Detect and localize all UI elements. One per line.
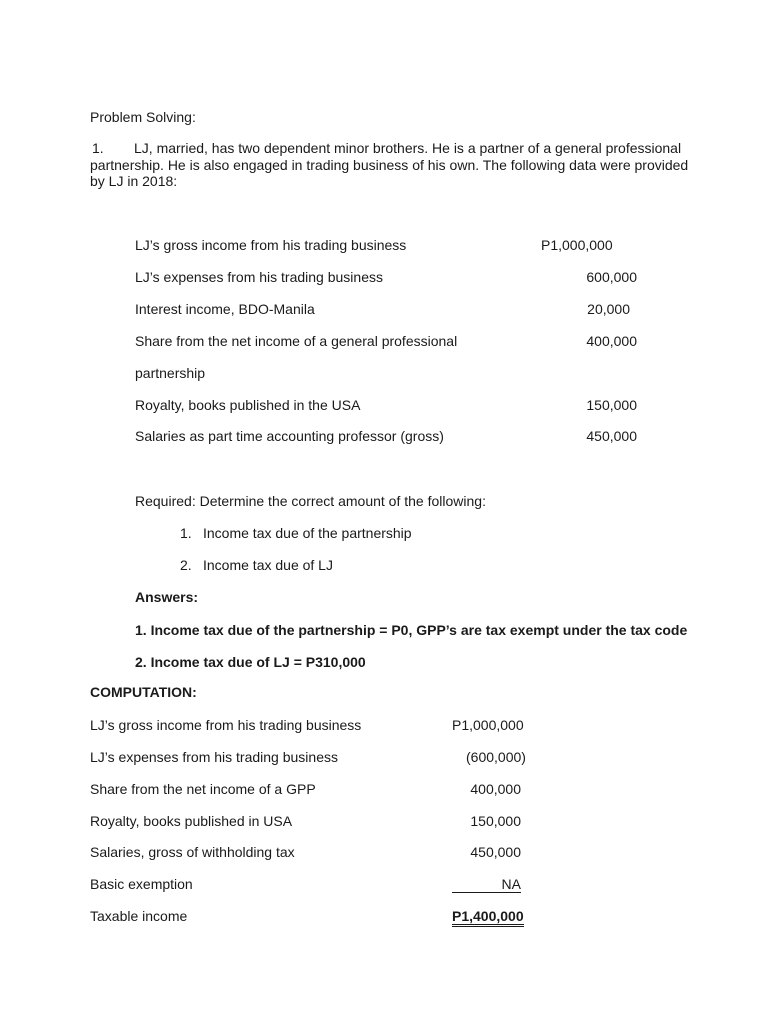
- required-item-number: 1.: [180, 525, 192, 541]
- data-item-label: Salaries as part time accounting professor (gross): [135, 428, 444, 444]
- computation-amount: 400,000: [470, 781, 521, 797]
- data-item-amount: 600,000: [586, 269, 637, 285]
- data-item-label: Interest income, BDO-Manila: [135, 301, 315, 317]
- data-item-label: partnership: [135, 365, 206, 381]
- data-item-label: Royalty, books published in the USA: [135, 397, 361, 413]
- required-item-text: Income tax due of the partnership: [203, 525, 412, 541]
- data-item-label: LJ’s gross income from his trading business: [135, 237, 407, 253]
- computation-label: Royalty, books published in USA: [90, 813, 293, 829]
- data-item-amount: P1,000,000: [541, 237, 613, 253]
- taxable-income-total: P1,400,000: [452, 908, 524, 927]
- answer-item: 1. Income tax due of the partnership = P0, GPP’s are tax exempt under the tax code: [135, 622, 688, 638]
- data-item-amount: 450,000: [586, 428, 637, 444]
- answer-item: 2. Income tax due of LJ = P310,000: [135, 654, 366, 670]
- computation-label: LJ’s expenses from his trading business: [90, 749, 338, 765]
- computation-label: Basic exemption: [90, 876, 193, 892]
- computation-amount: 450,000: [470, 844, 521, 860]
- computation-amount: (600,000): [466, 749, 526, 765]
- data-item-amount: 20,000: [587, 301, 630, 317]
- computation-label: Share from the net income of a GPP: [90, 781, 316, 797]
- computation-amount: 150,000: [470, 813, 521, 829]
- required-item-text: Income tax due of LJ: [203, 557, 333, 573]
- answers-heading: Answers:: [135, 589, 199, 605]
- problem-text: LJ, married, has two dependent minor brothers. He is a partner of a general professional partnership. He is also engaged in trading business of his own. The following data were provided by LJ in 2018:: [90, 140, 689, 189]
- computation-amount: NA: [452, 876, 521, 893]
- computation-heading: COMPUTATION:: [90, 684, 197, 700]
- section-heading: Problem Solving:: [90, 109, 196, 125]
- required-item: [180, 525, 412, 541]
- data-item-amount: 150,000: [586, 397, 637, 413]
- problem-statement: [90, 140, 690, 190]
- required-intro: Required: Determine the correct amount of the following:: [135, 493, 486, 509]
- computation-label: Salaries, gross of withholding tax: [90, 844, 295, 860]
- data-item-label: Share from the net income of a general professional: [135, 333, 458, 349]
- computation-label: Taxable income: [90, 908, 188, 924]
- problem-number: 1.: [92, 140, 104, 156]
- computation-amount: P1,000,000: [452, 717, 524, 733]
- data-item-label: LJ’s expenses from his trading business: [135, 269, 383, 285]
- computation-label: LJ’s gross income from his trading business: [90, 717, 362, 733]
- required-item: [180, 557, 333, 573]
- data-item-amount: 400,000: [586, 333, 637, 349]
- required-item-number: 2.: [180, 557, 192, 573]
